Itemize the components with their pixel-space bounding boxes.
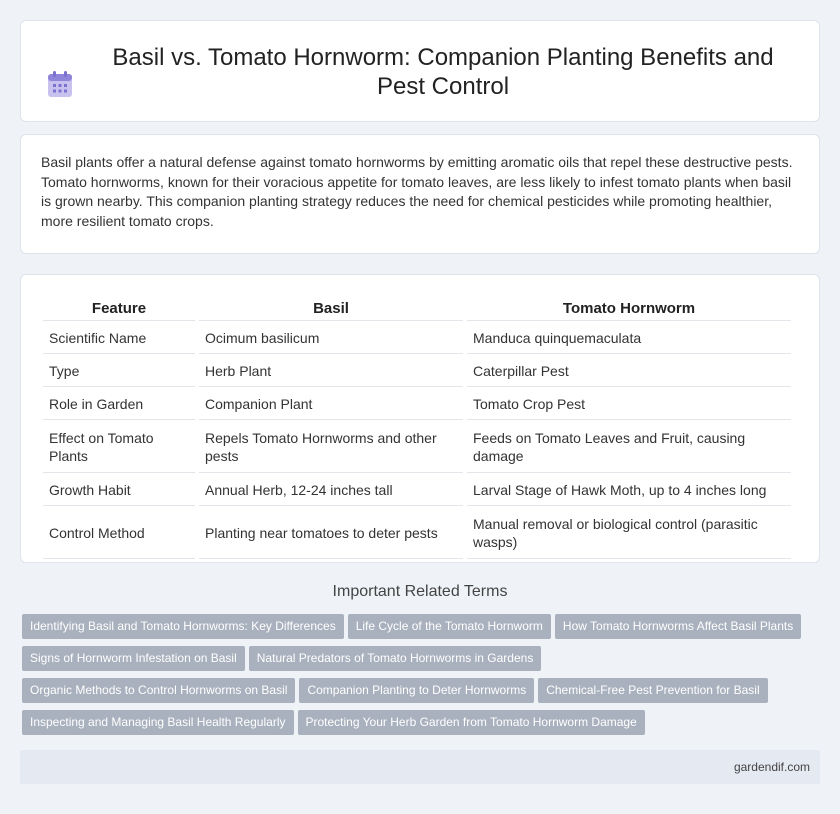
- related-term-tag[interactable]: Signs of Hornworm Infestation on Basil: [22, 646, 245, 671]
- comparison-table: [39, 295, 795, 561]
- related-term-tag[interactable]: Natural Predators of Tomato Hornworms in Gardens: [249, 646, 542, 671]
- related-term-tag[interactable]: How Tomato Hornworms Affect Basil Plants: [555, 614, 801, 639]
- table-cell: Effect on Tomato Plants: [43, 422, 195, 473]
- table-cell: Caterpillar Pest: [467, 356, 791, 387]
- table-cell: Ocimum basilicum: [199, 323, 463, 354]
- table-cell: Role in Garden: [43, 389, 195, 420]
- table-cell: Feeds on Tomato Leaves and Fruit, causing damage: [467, 422, 791, 473]
- related-term-tag[interactable]: Protecting Your Herb Garden from Tomato Hornworm Damage: [298, 710, 645, 735]
- table-cell: Herb Plant: [199, 356, 463, 387]
- related-term-tag[interactable]: Companion Planting to Deter Hornworms: [299, 678, 534, 703]
- related-term-tag[interactable]: Inspecting and Managing Basil Health Regularly: [22, 710, 294, 735]
- related-terms-list: [22, 614, 822, 742]
- related-terms-title: Important Related Terms: [332, 583, 508, 600]
- table-cell: Tomato Crop Pest: [467, 389, 791, 420]
- header-feature: Feature: [43, 297, 195, 321]
- comparison-card: [20, 274, 820, 563]
- page-title: Basil vs. Tomato Hornworm: Companion Planting Benefits and Pest Control: [112, 44, 774, 100]
- table-row: [43, 508, 791, 559]
- header-hornworm: Tomato Hornworm: [467, 297, 791, 321]
- table-row: [43, 475, 791, 506]
- table-row: [43, 389, 791, 420]
- table-cell: Growth Habit: [43, 475, 195, 506]
- table-cell: Companion Plant: [199, 389, 463, 420]
- related-term-tag[interactable]: Chemical-Free Pest Prevention for Basil: [538, 678, 767, 703]
- related-term-tag[interactable]: Life Cycle of the Tomato Hornworm: [348, 614, 551, 639]
- related-term-tag[interactable]: Organic Methods to Control Hornworms on Basil: [22, 678, 295, 703]
- calendar-icon: [47, 70, 73, 98]
- table-header-row: [43, 297, 791, 321]
- title-wrap: [21, 43, 819, 101]
- table-cell: Manual removal or biological control (parasitic wasps): [467, 508, 791, 559]
- footer-site-link[interactable]: gardendif.com: [733, 760, 810, 774]
- header-basil: Basil: [199, 297, 463, 321]
- table-cell: Control Method: [43, 508, 195, 559]
- related-term-tag[interactable]: Identifying Basil and Tomato Hornworms: Key Differences: [22, 614, 344, 639]
- table-cell: Manduca quinquemaculata: [467, 323, 791, 354]
- footer: [20, 750, 820, 784]
- table-row: [43, 356, 791, 387]
- table-row: [43, 323, 791, 354]
- table-cell: Scientific Name: [43, 323, 195, 354]
- table-cell: Planting near tomatoes to deter pests: [199, 508, 463, 559]
- table-cell: Annual Herb, 12-24 inches tall: [199, 475, 463, 506]
- intro-card: [20, 134, 820, 254]
- table-cell: Type: [43, 356, 195, 387]
- table-row: [43, 422, 791, 473]
- table-cell: Repels Tomato Hornworms and other pests: [199, 422, 463, 473]
- header-card: [20, 20, 820, 122]
- intro-paragraph: Basil plants offer a natural defense against tomato hornworms by emitting aromatic oils that repel these destructive pests. Tomato hornworms, known for their voracious appetite for tomato leaves, are less likely to infest tomato plants when basil is grown nearby. This companion planting strategy reduces the need for chemical pesticides while promoting healthier, more resilient tomato crops.: [41, 154, 793, 229]
- table-cell: Larval Stage of Hawk Moth, up to 4 inches long: [467, 475, 791, 506]
